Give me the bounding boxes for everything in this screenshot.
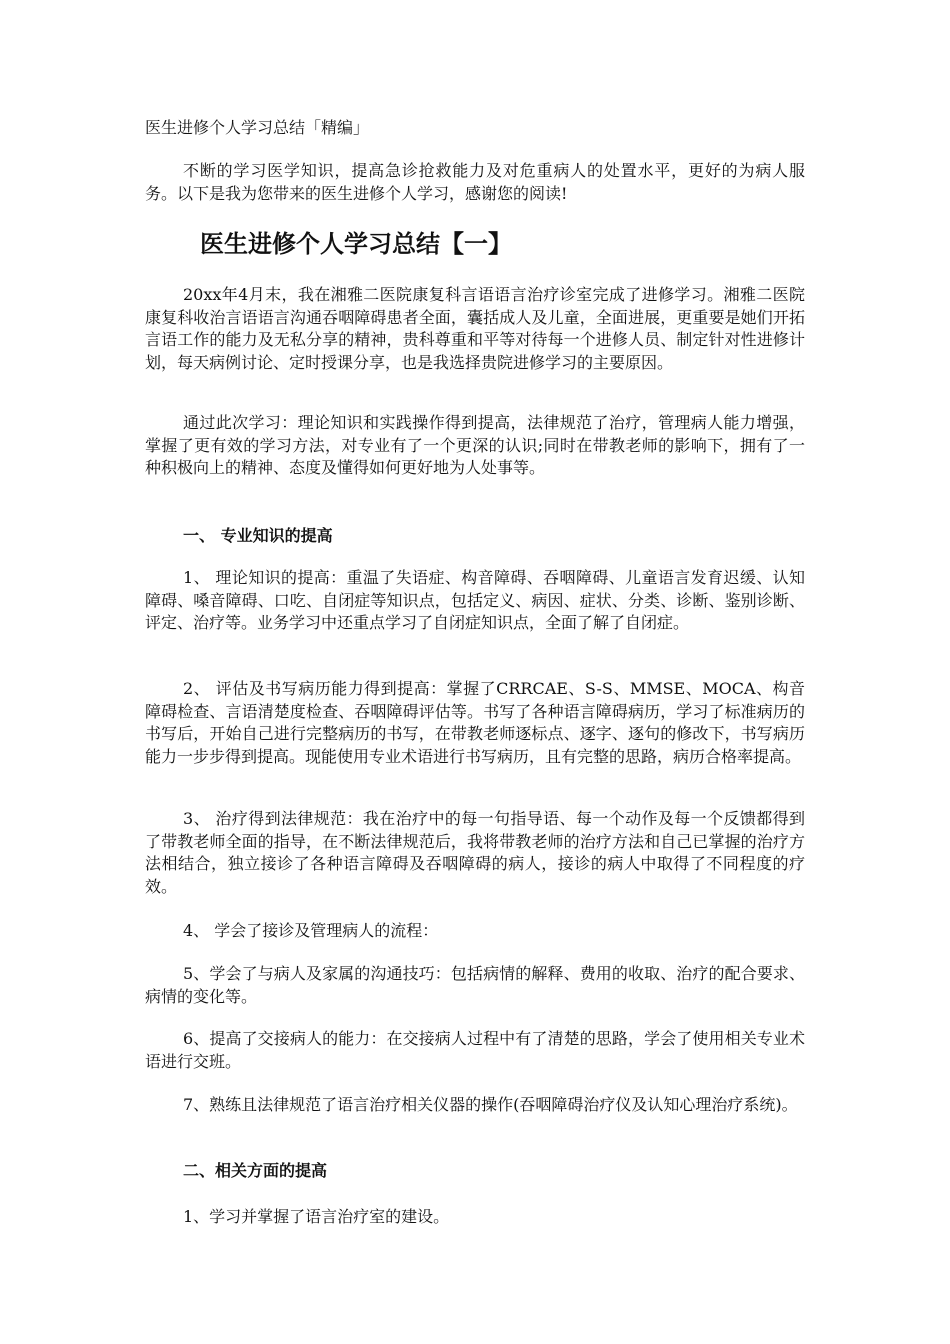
document-title: 医生进修个人学习总结「精编」 (145, 118, 370, 137)
list-item (145, 963, 805, 1008)
paragraph-text: 通过此次学习：理论知识和实践操作得到提高，法律规范了治疗，管理病人能力增强，掌握了更有效的学习方法，对专业有了一个更深的认识;同时在带教老师的影响下，拥有了一种积极向上的精神、态度及懂得如何更好地为人处事等。 (145, 413, 805, 477)
list-item-text: 7、熟练且法律规范了语言治疗相关仪器的操作(吞咽障碍治疗仪及认知心理治疗系统)。 (183, 1095, 798, 1114)
subheading-related-aspects: 二、相关方面的提高 (183, 1161, 328, 1180)
paragraph-text: 20xx年4月末，我在湘雅二医院康复科言语语言治疗诊室完成了进修学习。湘雅二医院康复科收治言语语言沟通吞咽障碍患者全面，囊括成人及儿童，全面进展，更重要是她们开拓言语工作的能力及无私分享的精神，贵科尊重和平等对待每一个进修人员、制定针对性进修计划，每天病例讨论、定时授课分享，也是我选择贵院进修学习的主要原因。 (145, 285, 805, 372)
subheading-professional-knowledge: 一、 专业知识的提高 (183, 526, 333, 545)
list-item-text: 5、学会了与病人及家属的沟通技巧：包括病情的解释、费用的收取、治疗的配合要求、病情的变化等。 (145, 964, 805, 1006)
list-item-text: 4、 学会了接诊及管理病人的流程： (183, 921, 439, 940)
list-item (145, 1094, 805, 1117)
list-item-text: 1、 理论知识的提高：重温了失语症、构音障碍、吞咽障碍、儿童语言发育迟缓、认知障碍、嗓音障碍、口吃、自闭症等知识点，包括定义、病因、症状、分类、诊断、鉴别诊断、评定、治疗等。业务学习中还重点学习了自闭症知识点，全面了解了自闭症。 (145, 568, 805, 632)
list-item (145, 808, 805, 898)
body-paragraph (145, 284, 805, 374)
list-item (145, 1206, 805, 1229)
list-item (145, 1028, 805, 1073)
list-item (145, 678, 805, 768)
list-item-text: 2、 评估及书写病历能力得到提高：掌握了CRRCAE、S-S、MMSE、MOCA、构音障碍检查、言语清楚度检查、吞咽障碍评估等。书写了各种语言障碍病历，学习了标准病历的书写后，开始自己进行完整病历的书写，在带教老师逐标点、逐字、逐句的修改下，书写病历能力一步步得到提高。现能使用专业术语进行书写病历，且有完整的思路，病历合格率提高。 (145, 679, 805, 766)
intro-text: 不断的学习医学知识，提高急诊抢救能力及对危重病人的处置水平，更好的为病人服务。以下是我为您带来的医生进修个人学习，感谢您的阅读! (145, 161, 805, 203)
list-item-text: 1、学习并掌握了语言治疗室的建设。 (183, 1207, 450, 1226)
intro-paragraph (145, 160, 805, 205)
list-item (145, 920, 805, 943)
list-item (145, 567, 805, 635)
section-heading: 医生进修个人学习总结【一】 (200, 230, 512, 258)
list-item-text: 3、 治疗得到法律规范：我在治疗中的每一句指导语、每一个动作及每一个反馈都得到了带教老师全面的指导，在不断法律规范后，我将带教老师的治疗方法和自己已掌握的治疗方法相结合，独立接诊了各种语言障碍及吞咽障碍的病人，接诊的病人中取得了不同程度的疗效。 (145, 809, 805, 896)
list-item-text: 6、提高了交接病人的能力：在交接病人过程中有了清楚的思路，学会了使用相关专业术语进行交班。 (145, 1029, 805, 1071)
body-paragraph (145, 412, 805, 480)
